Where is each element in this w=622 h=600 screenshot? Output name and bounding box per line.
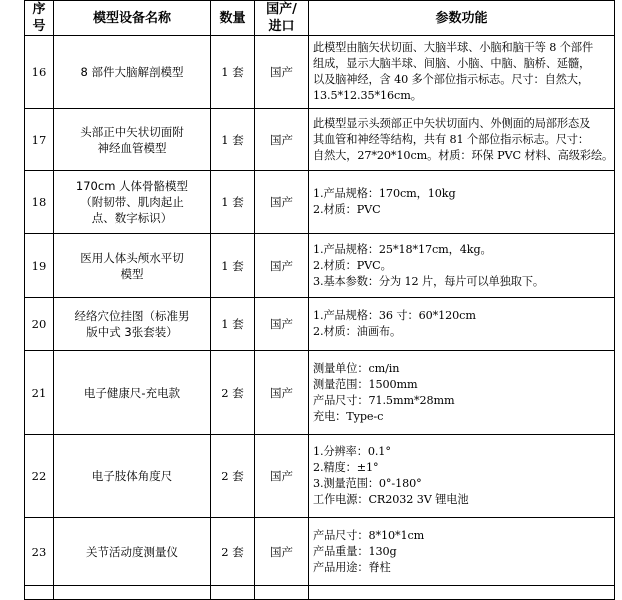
row-qty: 1 套 [211,171,255,234]
row-params [309,586,615,600]
row-origin: 国产 [255,351,309,435]
row-no: 17 [25,109,54,171]
row-qty [211,586,255,600]
row-origin: 国产 [255,36,309,109]
row-name: 电子健康尺-充电款 [54,351,211,435]
header-name: 模型设备名称 [54,1,211,36]
table-row [25,435,615,518]
row-no: 21 [25,351,54,435]
header-origin: 国产/ 进口 [255,1,309,36]
row-qty: 1 套 [211,109,255,171]
row-params: 此模型显示头颈部正中矢状切面内、外侧面的局部形态及 其血管和神经等结构，共有 81 个部位指示标志。尺寸： 自然大，27*20*10cm。材质：环保 PVC 材料、高级彩绘。 [309,109,615,171]
row-origin: 国产 [255,109,309,171]
row-qty: 2 套 [211,351,255,435]
row-no: 20 [25,298,54,351]
row-no: 19 [25,234,54,298]
row-origin [255,586,309,600]
row-origin: 国产 [255,298,309,351]
table-row [25,36,615,109]
row-qty: 2 套 [211,435,255,518]
row-params: 此模型由脑矢状切面、大脑半球、小脑和脑干等 8 个部件 组成，显示大脑半球、间脑、小脑、中脑、脑桥、延髓， 以及脑神经，含 40 多个部位指示标志。尺寸：自然大， 13.5*12.35*16cm。 [309,36,615,109]
row-name: 170cm 人体骨骼模型 （附韧带、肌肉起止 点、数字标识） [54,171,211,234]
row-origin: 国产 [255,234,309,298]
table-row [25,351,615,435]
row-params: 产品尺寸：8*10*1cm 产品重量：130g 产品用途：脊柱 [309,518,615,586]
row-name: 关节活动度测量仪 [54,518,211,586]
table-row [25,234,615,298]
row-qty: 1 套 [211,36,255,109]
table-row [25,109,615,171]
row-params: 测量单位：cm/in 测量范围：1500mm 产品尺寸：71.5mm*28mm 充电：Type-c [309,351,615,435]
header-qty: 数量 [211,1,255,36]
table-row-cut [25,586,615,600]
row-name [54,586,211,600]
row-origin: 国产 [255,518,309,586]
row-qty: 1 套 [211,234,255,298]
row-qty: 2 套 [211,518,255,586]
row-origin: 国产 [255,171,309,234]
row-no: 16 [25,36,54,109]
row-name: 电子肢体角度尺 [54,435,211,518]
row-params: 1.产品规格：36 寸：60*120cm 2.材质：油画布。 [309,298,615,351]
row-name: 医用人体头颅水平切 模型 [54,234,211,298]
header-params: 参数功能 [309,1,615,36]
row-no: 22 [25,435,54,518]
row-params: 1.分辨率：0.1° 2.精度：±1° 3.测量范围：0°-180° 工作电源：CR2032 3V 锂电池 [309,435,615,518]
header-no: 序 号 [25,1,54,36]
row-params: 1.产品规格：25*18*17cm，4kg。 2.材质：PVC。 3.基本参数：分为 12 片，每片可以单独取下。 [309,234,615,298]
row-no: 18 [25,171,54,234]
header-row [25,1,615,36]
table-row [25,171,615,234]
row-no: 23 [25,518,54,586]
row-params: 1.产品规格：170cm，10kg 2.材质：PVC [309,171,615,234]
row-name: 经络穴位挂图（标准男 版中式 3张套装） [54,298,211,351]
row-origin: 国产 [255,435,309,518]
row-no [25,586,54,600]
row-name: 头部正中矢状切面附 神经血管模型 [54,109,211,171]
table-row [25,518,615,586]
equipment-table [24,0,615,600]
table-row [25,298,615,351]
row-qty: 1 套 [211,298,255,351]
row-name: 8 部件大脑解剖模型 [54,36,211,109]
